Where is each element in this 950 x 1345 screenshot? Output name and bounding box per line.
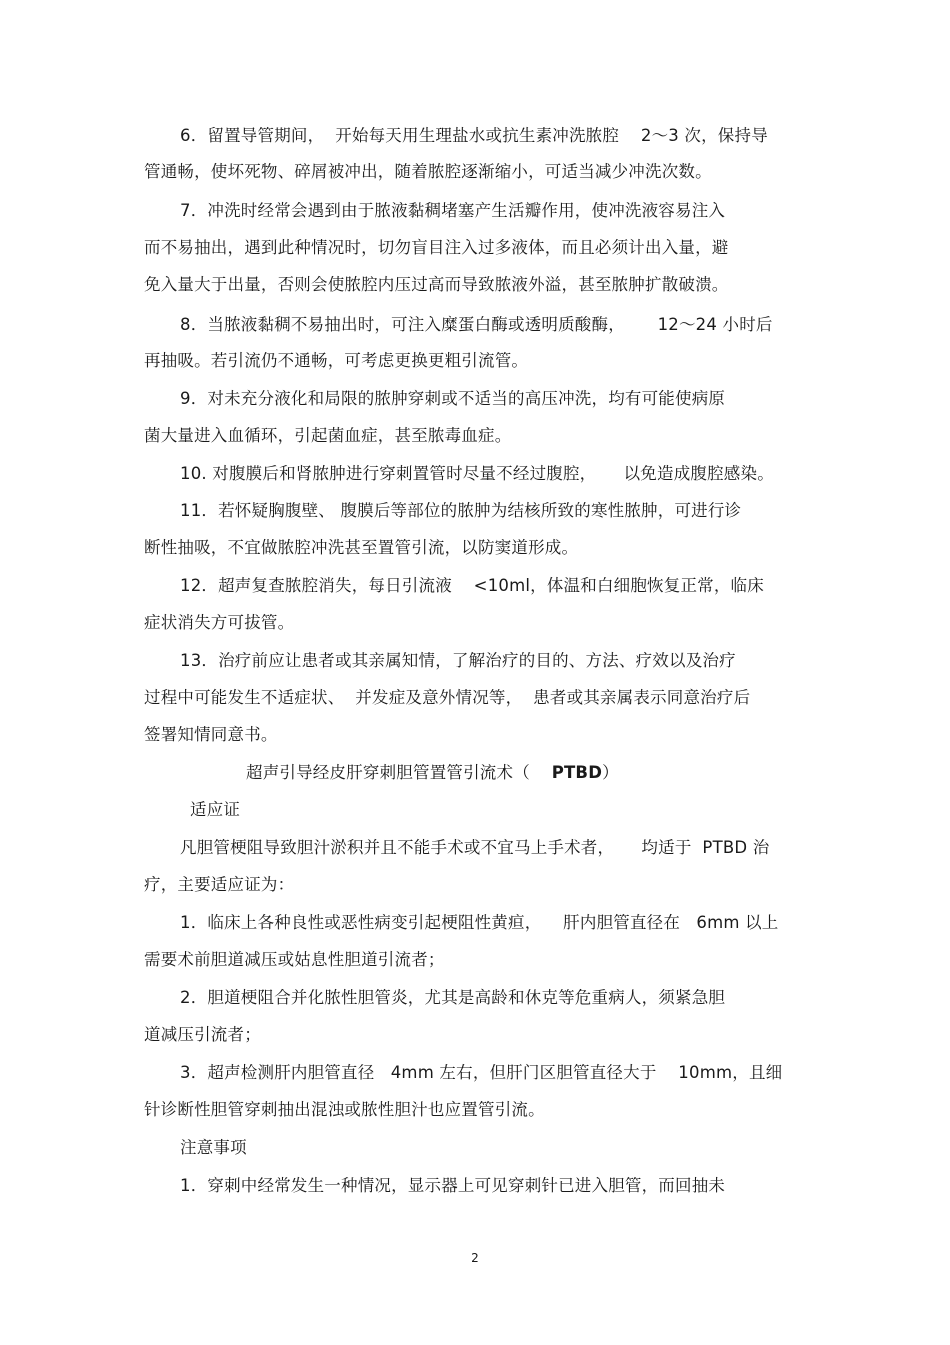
paragraph-line: 道减压引流者； (144, 1025, 261, 1044)
paragraph-line: 7．冲洗时经常会遇到由于脓液黏稠堵塞产生活瓣作用，使冲洗液容易注入 (180, 201, 726, 220)
paragraph-line: 9．对未充分液化和局限的脓肿穿刺或不适当的高压冲洗，均有可能使病原 (180, 389, 726, 408)
paragraph-line: 断性抽吸，不宜做脓腔冲洗甚至置管引流，以防窦道形成。 (144, 538, 579, 557)
paragraph-line: 10. 对腹膜后和肾脓肿进行穿刺置管时尽量不经过腹腔， 以免造成腹腔感染。 (180, 464, 774, 483)
paragraph-line: 2．胆道梗阻合并化脓性胆管炎，尤其是高龄和休克等危重病人，须紧急胆 (180, 988, 726, 1007)
paragraph-line: 3．超声检测肝内胆管直径 4mm 左右，但肝门区胆管直径大于 10mm，且细 (180, 1063, 783, 1082)
section-title (246, 761, 619, 785)
paragraph-line: 12．超声复查脓腔消失，每日引流液 <10ml，体温和白细胞恢复正常，临床 (180, 576, 764, 595)
paragraph-line: 疗，主要适应证为： (144, 875, 295, 894)
notes-heading: 注意事项 (180, 1138, 247, 1157)
paragraph-line: 过程中可能发生不适症状、 并发症及意外情况等， 患者或其亲属表示同意治疗后 (144, 688, 751, 707)
paragraph-line: 8．当脓液黏稠不易抽出时，可注入糜蛋白酶或透明质酸酶， 12～24 小时后 (180, 315, 773, 334)
paragraph-line: 症状消失方可拔管。 (144, 613, 295, 632)
paragraph-line: 管通畅，使坏死物、碎屑被冲出，随着脓腔逐渐缩小，可适当减少冲洗次数。 (144, 162, 712, 181)
paragraph-line: 11．若怀疑胸腹壁、 腹膜后等部位的脓肿为结核所致的寒性脓肿，可进行诊 (180, 501, 742, 520)
paragraph-line: 6．留置导管期间， 开始每天用生理盐水或抗生素冲洗脓腔 2～3 次，保持导 (180, 126, 768, 145)
section-title-abbr: PTBD (551, 763, 603, 782)
paragraph-line: 而不易抽出，遇到此种情况时，切勿盲目注入过多液体，而且必须计出入量，避 (144, 238, 729, 257)
paragraph-line: 1．临床上各种良性或恶性病变引起梗阻性黄疸， 肝内胆管直径在 6mm 以上 (180, 913, 779, 932)
paragraph-line: 签署知情同意书。 (144, 725, 278, 744)
indication-heading: 适应证 (190, 800, 241, 819)
paragraph-line: 免入量大于出量，否则会使脓腔内压过高而导致脓液外溢，甚至脓肿扩散破溃。 (144, 275, 729, 294)
paragraph-line: 凡胆管梗阻导致胆汁淤积并且不能手术或不宜马上手术者， 均适于 PTBD 治 (180, 838, 770, 857)
paragraph-line: 1．穿刺中经常发生一种情况，显示器上可见穿刺针已进入胆管，而回抽未 (180, 1176, 726, 1195)
section-title-text: 超声引导经皮肝穿刺胆管置管引流术（ (246, 763, 552, 782)
paragraph-line: 针诊断性胆管穿刺抽出混浊或脓性胆汁也应置管引流。 (144, 1100, 545, 1119)
paragraph-line: 需要术前胆道减压或姑息性胆道引流者； (144, 950, 445, 969)
paragraph-line: 再抽吸。若引流仍不通畅，可考虑更换更粗引流管。 (144, 351, 529, 370)
paragraph-line: 菌大量进入血循环，引起菌血症，甚至脓毒血症。 (144, 426, 512, 445)
paragraph-line: 13．治疗前应让患者或其亲属知情，了解治疗的目的、方法、疗效以及治疗 (180, 651, 736, 670)
section-title-close: ） (602, 763, 619, 782)
page-number: 2 (471, 1251, 479, 1265)
